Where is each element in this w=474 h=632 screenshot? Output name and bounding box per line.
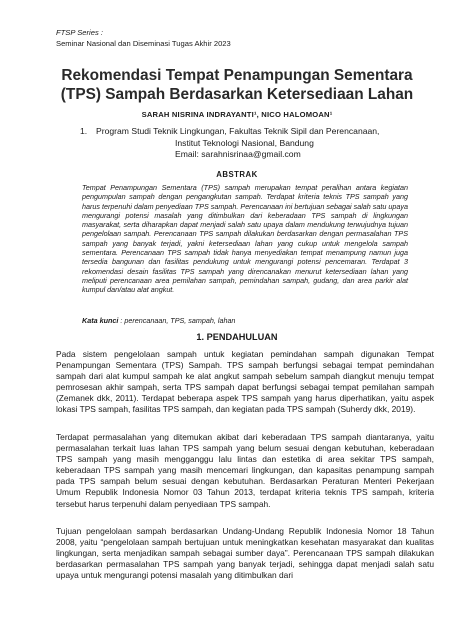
abstract-body: Tempat Penampungan Sementara (TPS) sampah merupakan tempat peralihan antara kegiatan pengumpulan sampah dengan pengangkutan sampah. Terdapat kriteria teknis TPS sampah yang harus terpenuhi dalam penyediaan TPS sampah. Perencanaan ini bertujuan sebagai salah satu upaya mengurangi potensi masalah yang ditimbulkan dari keberadaan TPS sampah di lingkungan masyarakat, serta diharapkan dapat menjadi salah satu upaya dalam mendukung terwujudnya tujuan pengelolaan sampah. Perencanaan TPS sampah dilakukan berdasarkan dengan permasalahan TPS sampah yang banyak terjadi, yakni ketersediaan lahan yang cukup untuk mengelola sampah sementara. Perencanaan TPS sampah tidak hanya menyediakan tempat menampung namun juga tersedia bangunan dan fasilitas pendukung untuk mengurangi potensi pencemaran. Terdapat 3 rekomendasi desain fasilitas TPS sampah yang direncanakan menurut ketersediaan lahan yang meliputi perencanaan area pemilahan sampah, pemindahan sampah, gudang, dan area parkir alat kumpul dan/atau alat angkut.	[82, 183, 408, 295]
keywords	[82, 316, 408, 325]
title-line-2: (TPS) Sampah Berdasarkan Ketersediaan Lahan	[60, 86, 414, 103]
running-header	[56, 28, 231, 49]
paper-title	[30, 66, 444, 104]
body-paragraph-1: Pada sistem pengelolaan sampah untuk kegiatan pemindahan sampah digunakan Tempat Penampungan Sementara (TPS) Sampah. TPS sampah berfungsi sebagai tempat pemindahan sampah dari alat kumpul sampah ke alat angkut sampah sebelum sampah diangkut menuju tempat pemrosesan akhir sampah, serta TPS sampah dapat berfungsi sebagai tempat pemilahan sampah (Zemanek dkk, 2011). Terdapat beberapa aspek TPS sampah yang harus diperhatikan, yaitu aspek lokasi TPS sampah, fasilitas TPS sampah, dan kegiatan pada TPS sampah (Suherdy dkk, 2019).	[56, 349, 434, 415]
author-list: SARAH NISRINA INDRAYANTI¹, NICO HALOMOAN¹	[141, 110, 333, 119]
body-paragraph-3: Tujuan pengelolaan sampah berdasarkan Undang-Undang Republik Indonesia Nomor 18 Tahun 2008, yaitu “pengelolaan sampah bertujuan untuk meningkatkan kesehatan masyarakat dan kualitas lingkungan, serta menjadikan sampah sebagai sumber daya”. Perencanaan TPS sampah dilakukan berdasarkan permasalahan TPS sampah yang banyak terjadi, sehingga dapat menjadi salah satu upaya untuk mengurangi potensi masalah yang ditimbulkan dari	[56, 526, 434, 581]
affiliation-line-2: Institut Teknologi Nasional, Bandung	[175, 137, 314, 148]
section-heading-pendahuluan: 1. PENDAHULUAN	[196, 332, 278, 342]
abstract-heading: ABSTRAK	[216, 170, 258, 179]
affiliation	[80, 126, 434, 161]
affiliation-email: Email: sarahnisrinaa@gmail.com	[175, 149, 301, 160]
seminar-name: Seminar Nasional dan Diseminasi Tugas Akhir 2023	[56, 38, 231, 48]
body-paragraph-2: Terdapat permasalahan yang ditemukan akibat dari keberadaan TPS sampah diantaranya, yaitu permasalahan terkait luas lahan TPS sampah yang belum sesuai dengan kebutuhan, keberadaan TPS sampah yang masih mengganggu lalu lintas dan estetika di area sekitar TPS sampah, keberadaan TPS sampah yang masih mencemari lingkungan, dan kapasitas penampung sampah pada TPS sampah belum sesuai dengan kebutuhan. Berdasarkan Peraturan Menteri Pekerjaan Umum Republik Indonesia Nomor 03 Tahun 2013, terdapat kriteria teknis TPS sampah, kriteria tersebut harus terpenuhi dalam penyediaan TPS sampah.	[56, 432, 434, 509]
affiliation-line-1: Program Studi Teknik Lingkungan, Fakultas Teknik Sipil dan Perencanaan,	[96, 126, 380, 136]
keywords-list: : perencanaan, TPS, sampah, lahan	[120, 316, 236, 325]
series-label: FTSP Series :	[56, 28, 103, 37]
keywords-label: Kata kunci	[82, 316, 119, 325]
affiliation-number: 1.	[80, 126, 88, 136]
title-line-1: Rekomendasi Tempat Penampungan Sementara	[61, 67, 413, 84]
